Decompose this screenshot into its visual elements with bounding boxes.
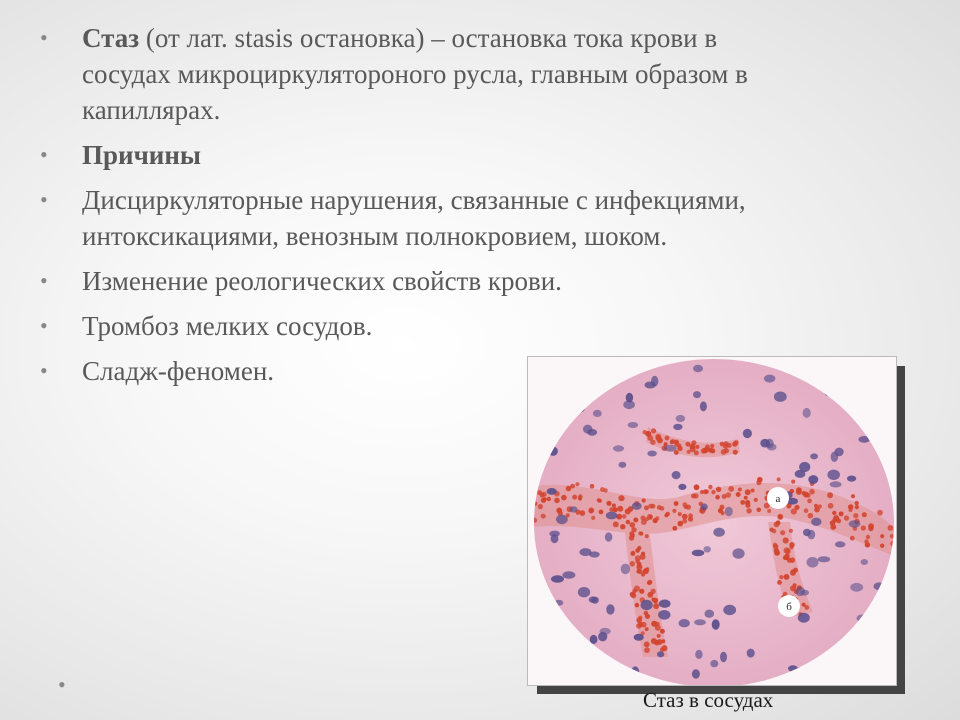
erythrocyte — [711, 490, 715, 494]
erythrocyte — [655, 625, 661, 631]
erythrocyte — [880, 544, 884, 548]
erythrocyte — [655, 435, 661, 441]
cell-nucleus — [583, 425, 592, 434]
definition-text: (от лат. stasis остановка) – остановка тока крови в сосудах микроциркулятороного русла, главным образом в капиллярах. — [82, 23, 748, 125]
cell-nucleus — [824, 372, 833, 381]
cell-nucleus — [621, 564, 630, 575]
erythrocyte — [895, 534, 896, 540]
cell-nucleus — [562, 571, 575, 579]
erythrocyte — [625, 509, 631, 515]
erythrocyte — [809, 489, 815, 495]
cell-nucleus — [695, 650, 702, 659]
erythrocyte — [708, 485, 712, 489]
erythrocyte — [672, 509, 676, 513]
erythrocyte — [637, 546, 641, 550]
erythrocyte — [578, 494, 583, 499]
cell-nucleus — [723, 605, 736, 615]
cell-nucleus — [555, 600, 564, 606]
erythrocyte — [779, 575, 783, 579]
erythrocyte — [674, 450, 679, 455]
erythrocyte — [783, 555, 788, 560]
cell-nucleus — [875, 619, 884, 628]
cell-nucleus — [692, 669, 700, 678]
cell-nucleus — [647, 451, 657, 457]
cell-nucleus — [645, 382, 656, 389]
cell-nucleus — [774, 392, 787, 402]
label-a: а — [775, 493, 781, 505]
erythrocyte — [541, 498, 546, 503]
erythrocyte — [597, 498, 601, 502]
erythrocyte — [670, 440, 674, 444]
erythrocyte — [617, 506, 623, 512]
cell-nucleus — [851, 661, 862, 668]
cell-nucleus — [616, 366, 627, 373]
erythrocyte — [547, 497, 551, 501]
erythrocyte — [640, 554, 646, 560]
cell-nucleus — [874, 582, 885, 590]
cell-nucleus — [606, 512, 618, 520]
cell-nucleus — [600, 628, 611, 635]
erythrocyte — [740, 500, 745, 505]
cell-nucleus — [827, 470, 840, 480]
erythrocyte — [648, 504, 653, 509]
erythrocyte — [580, 510, 586, 516]
erythrocyte — [746, 508, 751, 513]
cell-nucleus — [580, 548, 592, 556]
erythrocyte — [827, 492, 833, 498]
cell-nucleus — [713, 528, 725, 537]
erythrocyte — [695, 445, 699, 449]
erythrocyte — [657, 639, 663, 645]
cell-nucleus — [551, 575, 564, 582]
erythrocyte — [678, 512, 682, 516]
erythrocyte — [705, 447, 709, 451]
erythrocyte — [612, 503, 616, 507]
erythrocyte — [638, 531, 642, 535]
erythrocyte — [643, 568, 649, 574]
erythrocyte — [682, 502, 687, 507]
erythrocyte — [751, 489, 755, 493]
cell-nucleus — [641, 600, 653, 610]
cause-text: Тромбоз мелких сосудов. — [82, 311, 373, 341]
erythrocyte — [641, 516, 646, 521]
erythrocyte — [715, 495, 720, 500]
cause-text: Сладж-феномен. — [82, 356, 275, 386]
cell-nucleus — [808, 475, 818, 484]
cell-nucleus — [693, 365, 703, 373]
erythrocyte — [726, 492, 732, 498]
micrograph-stasis — [528, 357, 896, 685]
erythrocyte — [637, 562, 641, 566]
erythrocyte — [665, 436, 670, 441]
erythrocyte — [804, 492, 808, 496]
erythrocyte — [688, 517, 693, 522]
erythrocyte — [691, 440, 696, 445]
erythrocyte — [694, 450, 699, 455]
cause-text: Изменение реологических свойств крови. — [82, 266, 562, 296]
erythrocyte — [653, 603, 659, 609]
erythrocyte — [850, 536, 855, 541]
cell-nucleus — [710, 660, 718, 667]
erythrocyte — [855, 501, 859, 505]
erythrocyte — [626, 520, 631, 525]
erythrocyte — [844, 515, 849, 520]
cell-nucleus — [799, 462, 810, 472]
erythrocyte — [833, 515, 839, 521]
cell-nucleus — [766, 439, 774, 449]
erythrocyte — [895, 538, 896, 542]
bullet-marker: • — [40, 358, 48, 383]
bullet-cause-dyscirculatory — [40, 182, 800, 254]
cell-nucleus — [659, 600, 671, 608]
erythrocyte — [561, 495, 567, 501]
erythrocyte — [630, 561, 636, 567]
erythrocyte — [862, 512, 867, 517]
erythrocyte — [672, 526, 677, 531]
erythrocyte — [613, 507, 618, 512]
cell-nucleus — [747, 649, 755, 658]
erythrocyte — [744, 496, 748, 500]
cell-nucleus — [634, 634, 644, 641]
erythrocyte — [572, 495, 577, 500]
erythrocyte — [538, 504, 543, 509]
erythrocyte — [745, 489, 751, 495]
cell-nucleus — [676, 415, 686, 422]
erythrocyte — [648, 580, 652, 584]
erythrocyte — [635, 603, 640, 608]
bullet-marker: • — [40, 25, 48, 50]
cell-nucleus — [857, 615, 869, 622]
cell-nucleus — [679, 619, 690, 627]
erythrocyte — [789, 545, 793, 549]
erythrocyte — [773, 543, 777, 547]
erythrocyte — [599, 510, 604, 515]
erythrocyte — [774, 550, 780, 556]
erythrocyte — [629, 535, 634, 540]
erythrocyte — [690, 445, 695, 450]
cell-nucleus — [858, 436, 870, 443]
erythrocyte — [754, 498, 758, 502]
cell-nucleus — [623, 400, 635, 409]
erythrocyte — [622, 514, 627, 519]
erythrocyte — [650, 589, 655, 594]
erythrocyte — [733, 450, 738, 455]
erythrocyte — [814, 504, 818, 508]
erythrocyte — [772, 529, 777, 534]
cell-nucleus — [720, 652, 727, 663]
cell-nucleus — [664, 445, 677, 452]
erythrocyte — [650, 440, 655, 445]
erythrocyte — [778, 514, 782, 518]
cell-nucleus — [878, 431, 887, 439]
cell-nucleus — [861, 559, 868, 565]
erythrocyte — [590, 484, 595, 489]
cell-nucleus — [694, 619, 706, 625]
erythrocyte — [830, 524, 836, 530]
bullet-list — [40, 20, 800, 398]
erythrocyte — [591, 516, 595, 520]
erythrocyte — [664, 513, 668, 517]
erythrocyte — [828, 503, 834, 509]
cell-nucleus — [570, 506, 578, 512]
erythrocyte — [693, 493, 698, 498]
erythrocyte — [767, 509, 771, 513]
erythrocyte — [644, 506, 649, 511]
bullet-marker: • — [40, 142, 48, 167]
cell-nucleus — [551, 534, 559, 543]
erythrocyte — [832, 511, 836, 515]
erythrocyte — [861, 525, 866, 530]
cell-nucleus — [847, 476, 856, 482]
erythrocyte — [651, 598, 655, 602]
erythrocyte — [853, 513, 858, 518]
cell-nucleus — [811, 518, 821, 526]
cell-nucleus — [849, 520, 861, 527]
erythrocyte — [890, 534, 895, 539]
erythrocyte — [639, 589, 644, 594]
cell-nucleus — [562, 670, 569, 677]
empty-bullet-marker: • — [58, 672, 66, 697]
erythrocyte — [651, 428, 656, 433]
erythrocyte — [866, 535, 870, 539]
erythrocyte — [790, 557, 796, 563]
erythrocyte — [642, 498, 646, 502]
cell-nucleus — [705, 610, 715, 618]
cell-nucleus — [743, 429, 752, 438]
erythrocyte — [880, 534, 884, 538]
erythrocyte — [636, 569, 641, 574]
erythrocyte — [575, 482, 579, 486]
erythrocyte — [685, 442, 690, 447]
erythrocyte — [554, 498, 560, 504]
erythrocyte — [727, 443, 732, 448]
erythrocyte — [728, 486, 734, 492]
erythrocyte — [777, 580, 782, 585]
cell-nucleus — [593, 410, 602, 417]
erythrocyte — [644, 647, 650, 653]
erythrocyte — [710, 448, 715, 453]
erythrocyte — [789, 529, 793, 533]
erythrocyte — [868, 526, 873, 531]
erythrocyte — [710, 444, 714, 448]
erythrocyte — [533, 501, 538, 506]
cell-nucleus — [700, 401, 707, 411]
erythrocyte — [791, 508, 797, 514]
erythrocyte — [632, 589, 636, 593]
cell-nucleus — [658, 610, 670, 620]
cell-nucleus — [732, 548, 744, 558]
erythrocyte — [645, 614, 650, 619]
erythrocyte — [804, 508, 809, 513]
erythrocyte — [738, 488, 742, 492]
erythrocyte — [556, 508, 562, 514]
cell-nucleus — [712, 619, 720, 630]
erythrocyte — [629, 531, 634, 536]
erythrocyte — [682, 519, 687, 524]
erythrocyte — [674, 501, 679, 506]
erythrocyte — [774, 522, 780, 528]
erythrocyte — [644, 642, 650, 648]
erythrocyte — [600, 487, 605, 492]
cell-nucleus — [803, 408, 811, 418]
erythrocyte — [865, 542, 870, 547]
bullet-marker: • — [40, 268, 48, 293]
cell-nucleus — [546, 670, 553, 680]
erythrocyte — [745, 503, 750, 508]
erythrocyte — [720, 505, 725, 510]
erythrocyte — [783, 537, 789, 543]
erythrocyte — [528, 488, 531, 494]
erythrocyte — [877, 510, 883, 516]
cell-nucleus — [672, 471, 681, 479]
erythrocyte — [721, 511, 725, 515]
cause-text: Дисциркуляторные нарушения, связанные с инфекциями, интоксикациями, венозным полнокровием, шоком. — [82, 185, 746, 251]
bullet-marker: • — [40, 187, 48, 212]
erythrocyte — [633, 518, 638, 523]
erythrocyte — [818, 504, 822, 508]
cell-nucleus — [725, 507, 733, 517]
erythrocyte — [528, 507, 530, 511]
erythrocyte — [855, 505, 859, 509]
erythrocyte — [890, 541, 896, 547]
erythrocyte — [645, 534, 649, 538]
cell-nucleus — [810, 453, 818, 459]
micrograph-figure — [527, 356, 895, 684]
erythrocyte — [777, 477, 781, 481]
causes-heading: Причины — [82, 140, 201, 170]
erythrocyte — [620, 524, 625, 529]
erythrocyte — [638, 622, 643, 627]
cell-nucleus — [764, 375, 775, 383]
erythrocyte — [631, 551, 635, 555]
bullet-marker: • — [40, 313, 48, 338]
cell-nucleus — [692, 550, 705, 557]
erythrocyte — [613, 521, 619, 527]
erythrocyte — [784, 574, 790, 580]
erythrocyte — [790, 569, 796, 575]
erythrocyte — [631, 593, 637, 599]
bullet-cause-rheology — [40, 263, 800, 299]
bullet-cause-thrombosis — [40, 308, 800, 344]
cell-nucleus — [850, 583, 863, 592]
cell-nucleus — [539, 598, 552, 606]
term-stasis: Стаз — [82, 23, 140, 53]
cell-nucleus — [813, 381, 824, 388]
erythrocyte — [528, 500, 532, 506]
cell-nucleus — [824, 388, 831, 396]
erythrocyte — [645, 627, 649, 631]
erythrocyte — [791, 480, 795, 484]
erythrocyte — [662, 645, 668, 651]
cell-nucleus — [590, 635, 598, 644]
erythrocyte — [802, 603, 806, 607]
erythrocyte — [532, 518, 537, 523]
erythrocyte — [660, 629, 665, 634]
cell-nucleus — [701, 503, 708, 510]
cell-nucleus — [657, 651, 664, 657]
erythrocyte — [703, 489, 708, 494]
erythrocyte — [660, 506, 665, 511]
erythrocyte — [780, 530, 785, 535]
erythrocyte — [618, 495, 624, 501]
cell-nucleus — [605, 532, 613, 541]
cell-nucleus — [547, 488, 557, 495]
erythrocyte — [807, 499, 812, 504]
erythrocyte — [653, 518, 658, 523]
erythrocyte — [542, 492, 547, 497]
cell-nucleus — [673, 424, 682, 430]
cell-nucleus — [631, 666, 639, 677]
cell-nucleus — [703, 546, 711, 552]
cell-nucleus — [678, 484, 686, 490]
cell-nucleus — [796, 587, 805, 596]
cell-nucleus — [807, 557, 819, 568]
erythrocyte — [694, 484, 700, 490]
erythrocyte — [734, 440, 739, 445]
bullet-causes-heading — [40, 137, 800, 173]
cell-nucleus — [830, 481, 842, 487]
cell-nucleus — [574, 403, 585, 413]
cell-nucleus — [835, 541, 845, 547]
cell-nucleus — [628, 422, 639, 428]
cell-nucleus — [831, 452, 839, 462]
erythrocyte — [839, 511, 844, 516]
erythrocyte — [541, 514, 546, 519]
cell-nucleus — [803, 529, 811, 536]
erythrocyte — [606, 501, 611, 506]
erythrocyte — [630, 522, 636, 528]
erythrocyte — [888, 525, 894, 531]
erythrocyte — [716, 487, 721, 492]
erythrocyte — [851, 494, 855, 498]
bullet-definition — [40, 20, 800, 128]
erythrocyte — [588, 507, 594, 513]
erythrocyte — [848, 508, 852, 512]
erythrocyte — [757, 508, 762, 513]
erythrocyte — [566, 486, 572, 492]
cell-nucleus — [606, 604, 614, 614]
cell-nucleus — [693, 391, 701, 398]
cell-nucleus — [619, 462, 627, 468]
cell-nucleus — [556, 515, 568, 525]
cell-nucleus — [550, 424, 562, 430]
figure-frame — [527, 356, 897, 686]
erythrocyte — [674, 440, 679, 445]
label-b: б — [786, 601, 792, 613]
erythrocyte — [657, 634, 661, 638]
erythrocyte — [786, 549, 791, 554]
erythrocyte — [528, 505, 530, 509]
cell-nucleus — [578, 587, 590, 597]
erythrocyte — [796, 489, 802, 495]
cell-nucleus — [798, 613, 810, 623]
cell-nucleus — [795, 667, 805, 677]
erythrocyte — [808, 513, 814, 519]
erythrocyte — [736, 492, 741, 497]
erythrocyte — [757, 477, 763, 483]
cell-nucleus — [818, 556, 831, 562]
cell-nucleus — [613, 445, 624, 451]
figure-caption: Стаз в сосудах — [643, 688, 774, 712]
erythrocyte — [724, 448, 729, 453]
cell-nucleus — [548, 447, 558, 456]
cell-nucleus — [632, 502, 642, 510]
cell-nucleus — [589, 596, 597, 602]
erythrocyte — [896, 531, 897, 536]
